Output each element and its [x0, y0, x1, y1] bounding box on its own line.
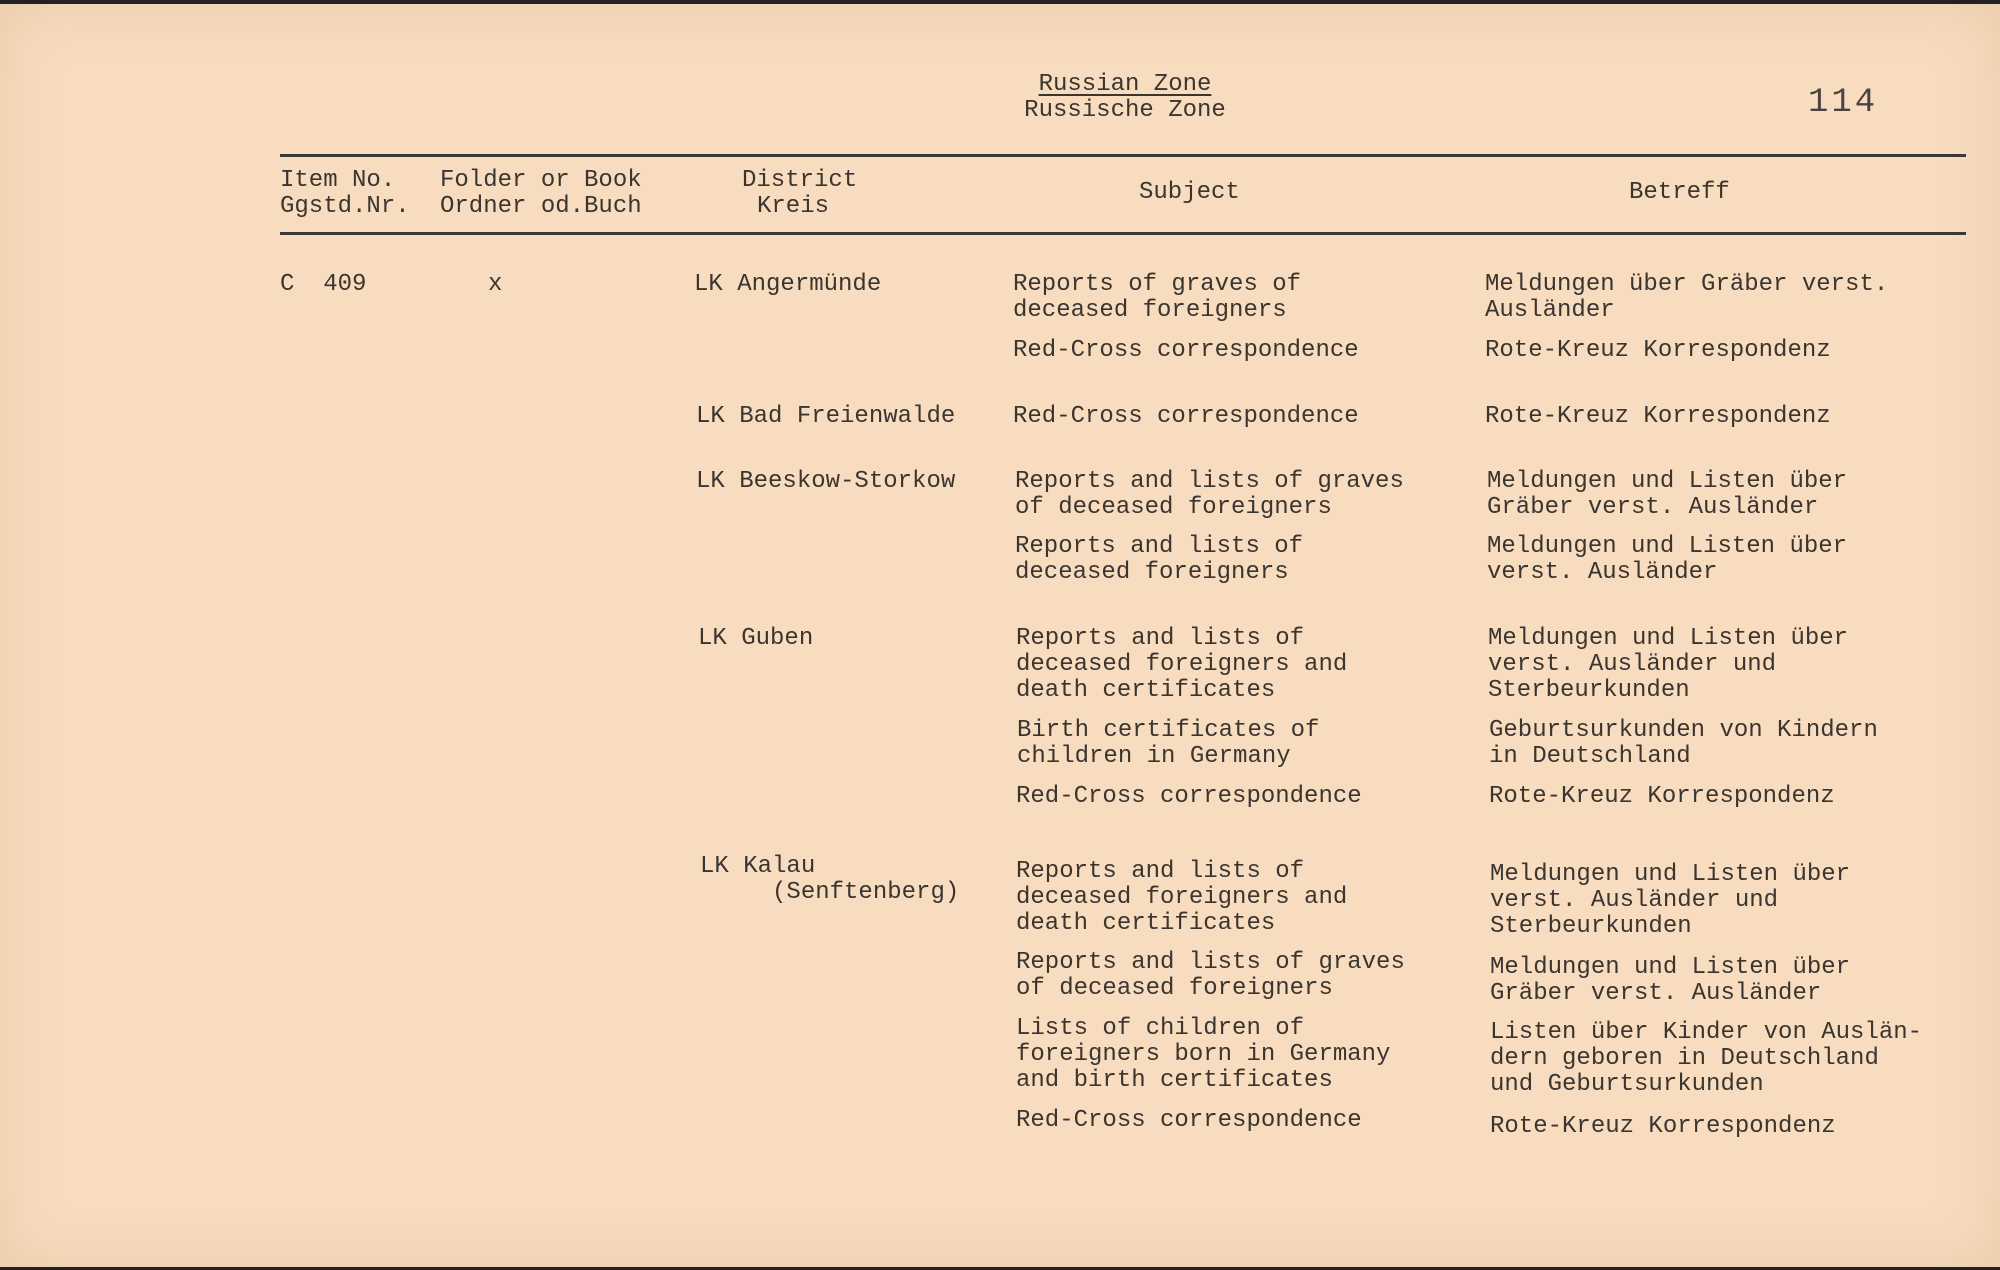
page-number: 114 [1808, 84, 1879, 122]
subject-entry: Red-Cross correspondence [1013, 337, 1359, 364]
district-name: LK Kalau (Senftenberg) [700, 853, 960, 906]
folder-mark: x [488, 271, 503, 298]
betreff-entry: Meldungen und Listen über Gräber verst. Ausländer [1490, 954, 1851, 1007]
betreff-entry: Rote-Kreuz Korrespondenz [1490, 1113, 1836, 1140]
column-header-folder-de: Ordner od.Buch [440, 193, 642, 220]
betreff-entry: Rote-Kreuz Korrespondenz [1489, 783, 1835, 810]
subject-entry: Reports and lists of graves of deceased foreigners [1016, 949, 1405, 1002]
column-header-district-en: District [742, 167, 858, 194]
subject-entry: Red-Cross correspondence [1016, 783, 1362, 810]
subject-entry: Reports and lists of deceased foreigners and death certificates [1016, 858, 1348, 937]
zone-title-english: Russian Zone [1038, 71, 1212, 98]
header-top-rule [280, 154, 1966, 157]
subject-entry: Lists of children of foreigners born in Germany and birth certificates [1016, 1015, 1391, 1094]
betreff-entry: Listen über Kinder von Auslän- dern geboren in Deutschland und Geburtsurkunden [1490, 1019, 1923, 1098]
betreff-entry: Meldungen und Listen über verst. Ausländer [1487, 533, 1848, 586]
betreff-entry: Rote-Kreuz Korrespondenz [1485, 337, 1831, 364]
district-name: LK Bad Freienwalde [696, 403, 956, 430]
betreff-entry: Geburtsurkunden von Kindern in Deutschland [1489, 717, 1878, 770]
zone-title [1005, 72, 1245, 124]
subject-entry: Red-Cross correspondence [1016, 1107, 1362, 1134]
subject-entry: Reports and lists of deceased foreigners and death certificates [1016, 625, 1348, 704]
subject-entry: Birth certificates of children in Germany [1017, 717, 1320, 770]
district-name: LK Angermünde [694, 271, 882, 298]
item-number: C 409 [280, 271, 367, 298]
betreff-entry: Rote-Kreuz Korrespondenz [1485, 403, 1831, 430]
column-header-betreff: Betreff [1629, 179, 1730, 206]
betreff-entry: Meldungen und Listen über verst. Ausländer und Sterbeurkunden [1488, 625, 1849, 704]
betreff-entry: Meldungen und Listen über verst. Ausländer und Sterbeurkunden [1490, 861, 1851, 940]
column-header-folder-en: Folder or Book [440, 167, 642, 194]
document-page [0, 4, 2000, 1267]
column-header-district-de: Kreis [757, 193, 830, 220]
betreff-entry: Meldungen über Gräber verst. Ausländer [1485, 271, 1889, 324]
header-bottom-rule [280, 232, 1966, 235]
column-header-subject: Subject [1139, 179, 1240, 206]
betreff-entry: Meldungen und Listen über Gräber verst. Ausländer [1487, 468, 1848, 521]
district-name: LK Beeskow-Storkow [696, 468, 956, 495]
subject-entry: Reports and lists of deceased foreigners [1015, 533, 1304, 586]
subject-entry: Red-Cross correspondence [1013, 403, 1359, 430]
column-header-item-en: Item No. [280, 167, 396, 194]
zone-title-german: Russische Zone [1024, 97, 1226, 124]
subject-entry: Reports of graves of deceased foreigners [1013, 271, 1302, 324]
column-header-item-de: Ggstd.Nr. [280, 193, 410, 220]
district-name: LK Guben [698, 625, 814, 652]
subject-entry: Reports and lists of graves of deceased foreigners [1015, 468, 1404, 521]
